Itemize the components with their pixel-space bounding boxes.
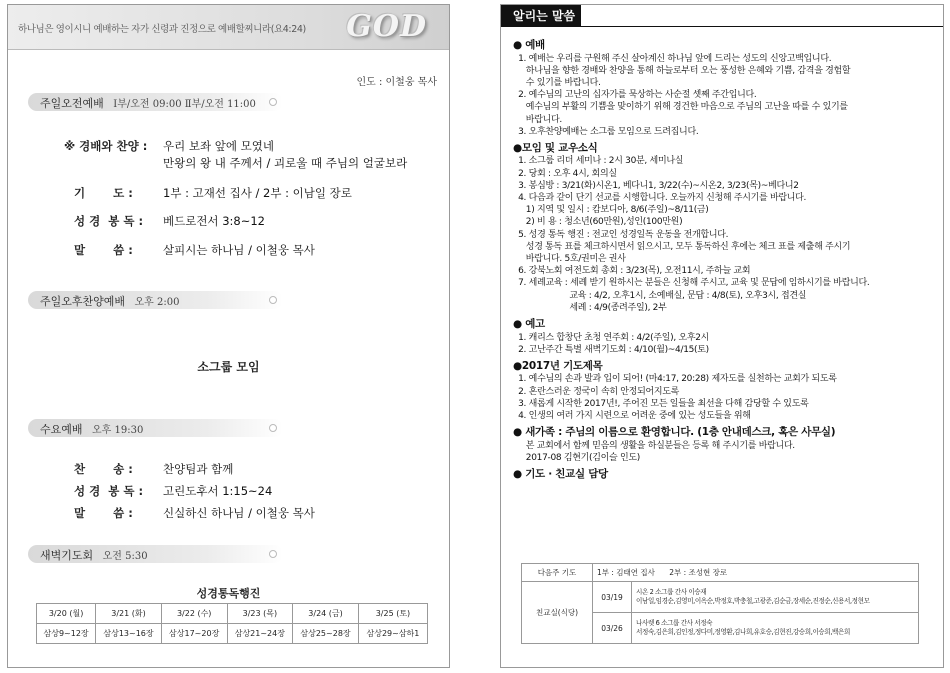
announcement-line: 3. 봉심방 : 3/21(화)시온1, 베다니1, 3/22(수)~시온2, 3/23(목)~베다니2 [513, 180, 799, 191]
reading-cell: 삼상21~24장 [227, 624, 293, 644]
group-members: 이남일,임경순,김영미,이옥순,박정호,박충철,고광준,김순금,장세순,진정순,신용서,정현모 [636, 597, 870, 605]
group-leader: 나사렛 6 소그룹 간사 서정숙 [636, 619, 713, 627]
bar-dot [269, 550, 277, 558]
announcement-line: 예수님의 부활의 기쁨을 맞이하기 위해 경건한 마음으로 주님의 고난을 따를 수 있기를 [513, 102, 848, 113]
announcement-line: 5. 성경 통독 행진 : 전교인 성경일독 운동을 전개합니다. [513, 229, 729, 240]
header-band [8, 5, 449, 49]
wed-reading-label: 성 경 봉 독 : [74, 484, 144, 498]
announcement-line: 4. 다음과 같이 단기 선교를 시행합니다. 오늘까지 신청해 주시기를 바랍니다. [513, 193, 807, 203]
next-prayer-label: 다음주 기도 [522, 564, 593, 582]
date-cell: 3/25 (토) [358, 604, 427, 624]
announcement-line: 2. 고난주간 특별 새벽기도회 : 4/10(월)~4/15(토) [513, 344, 709, 355]
group-members: 서정숙,김은희,김인정,정다미,정영환,김나희,유호승,김현진,강승희,이승희,백은희 [636, 628, 850, 636]
section-title-afternoon: 주일오후찬양예배 [40, 295, 126, 308]
section-time-afternoon: 오후 2:00 [134, 297, 180, 308]
worship-label: ※ 경배와 찬양 : [64, 139, 148, 153]
announcement-line: 6. 강북노회 여전도회 총회 : 3/23(목), 오전11시, 주하늘 교회 [513, 266, 751, 277]
sermon-label: 말 씀 : [74, 243, 133, 257]
announcement-line: 수 있기를 바랍니다. [513, 77, 601, 88]
wed-sermon-value: 신실하신 하나님 / 이철웅 목사 [163, 506, 315, 520]
reading-cell: 삼상9~12장 [37, 624, 96, 644]
announcement-line: ●모임 및 교우소식 [513, 141, 598, 154]
section-bar-dawn [28, 545, 283, 563]
announcement-line: 1. 캐리스 합창단 초청 연주회 : 4/2(주일), 오후2시 [513, 332, 710, 343]
announcements-page [500, 4, 944, 668]
hymn-value: 찬양팀과 함께 [163, 462, 234, 476]
worship-song-2: 만왕의 왕 내 주께서 / 괴로울 때 주님의 얼굴보라 [163, 156, 408, 170]
bar-dot [269, 98, 277, 106]
date-cell: 03/19 [593, 582, 632, 613]
bar-dot [269, 296, 277, 304]
announcement-line: 4. 인생의 여러 가지 시련으로 어려운 중에 있는 성도들을 위해 [513, 411, 751, 421]
announcement-line: 세례 : 4/9(종려주일), 2부 [513, 302, 667, 313]
sermon-value: 살피시는 하나님 / 이철웅 목사 [163, 243, 315, 257]
wed-sermon-label: 말 씀 : [74, 506, 133, 520]
header-verse: 하나님은 영이시니 예배하는 자가 신령과 진정으로 예배할찌니라(요4:24) [18, 24, 306, 35]
reading-value: 베드로전서 3:8~12 [163, 214, 265, 228]
announcement-line: 2. 당회 : 오후 4시, 회의실 [513, 168, 617, 179]
date-cell: 03/26 [593, 613, 632, 644]
announcement-line: 교육 : 4/2, 오후1시, 소예배실, 문답 : 4/8(토), 오후3시, 접견실 [513, 290, 807, 301]
announcement-line: 본 교회에서 함께 믿음의 생활을 하실분들은 등록 해 주시기를 바랍니다. [513, 440, 795, 451]
section-title-dawn: 새벽기도회 [40, 549, 94, 562]
next-prayer-value: 1부 : 김태연 집사 2부 : 조성현 장로 [593, 564, 919, 582]
section-bar-wednesday [28, 419, 283, 437]
bible-reading-title: 성경통독행진 [196, 587, 261, 600]
announcement-line: ● 예고 [513, 318, 545, 330]
wed-reading-value: 고린도후서 1:15~24 [163, 484, 273, 498]
announcement-line: 3. 오후찬양예배는 소그룹 모임으로 드려집니다. [513, 126, 699, 137]
bible-reading-table [36, 603, 428, 644]
header-rule [581, 26, 944, 27]
announcement-line: 2. 예수님의 고난의 십자가를 묵상하는 사순절 셋째 주간입니다. [513, 90, 757, 101]
table-row [522, 564, 919, 582]
afternoon-content: 소그룹 모임 [197, 360, 260, 374]
reading-cell: 삼상29~삼하1 [358, 624, 427, 644]
table-row [37, 604, 428, 624]
section-title-wednesday: 수요예배 [40, 423, 83, 436]
group-leader: 시온 2 소그룹 간사 이승재 [636, 588, 707, 596]
table-row [37, 624, 428, 644]
date-cell: 3/24 (금) [293, 604, 359, 624]
announcement-line: 하나님을 향한 경배와 찬양을 통해 하늘로부터 오는 풍성한 은혜와 기쁨, 감격을 경험할 [513, 65, 851, 76]
section-time-wednesday: 오후 19:30 [92, 425, 144, 436]
announcement-line: 바랍니다. [513, 114, 562, 125]
reading-label: 성 경 봉 독 : [74, 214, 144, 228]
bar-dot [269, 424, 277, 432]
announcement-line: 바랍니다. 5호/권미은 권사 [513, 254, 626, 264]
announcement-line: 2. 혼란스러운 정국이 속히 안정되어지도록 [513, 386, 680, 397]
section-bar-afternoon [28, 291, 283, 309]
section-title-morning: 주일오전예배 [40, 97, 104, 110]
worship-order-page [7, 4, 450, 668]
announcement-line: 2017-08 김현기(김이슬 인도) [513, 452, 641, 463]
date-cell: 3/21 (화) [96, 604, 162, 624]
announcement-line: 1) 지역 및 일시 : 캄보디아, 8/6(주일)~8/11(금) [513, 205, 709, 216]
section-time-morning: Ⅰ부/오전 09:00 Ⅱ부/오전 11:00 [113, 99, 256, 110]
god-logo: GOD [346, 9, 427, 44]
announcement-line: 성경 통독 표를 체크하시면서 읽으시고, 모두 통독하신 후에는 체크 표를 제출해 주시기 [513, 241, 851, 252]
announcement-line: 7. 세례교육 : 세례 받기 원하시는 분들은 신청해 주시고, 교육 및 문답에 임하시기를 바랍니다. [513, 278, 870, 289]
announcement-line: 1. 예배는 우리를 구원해 주신 살아계신 하나님 앞에 드리는 성도의 신앙고백입니다. [513, 53, 832, 64]
worship-song-1: 우리 보좌 앞에 모였네 [163, 139, 274, 153]
announcement-line: 2) 비 용 : 청소년(60만원),성인(100만원) [513, 217, 683, 228]
announcement-line: ● 예배 [513, 39, 545, 51]
reading-cell: 삼상25~28장 [293, 624, 359, 644]
announcement-line: 1. 예수님의 손과 발과 입이 되어! (마4:17, 20:28) 제자도를 실천하는 교회가 되도록 [513, 374, 837, 385]
table-row [522, 582, 919, 613]
leader-text: 인도 : 이철웅 목사 [356, 77, 437, 88]
prayer-value: 1부 : 고재선 집사 / 2부 : 이남일 장로 [163, 186, 352, 200]
announcement-line: 3. 새롭게 시작한 2017년!, 주어진 모든 일들을 최선을 다해 감당할 수 있도록 [513, 398, 809, 409]
announcement-line: ● 기도 · 친교실 담당 [513, 468, 608, 481]
hymn-label: 찬 송 : [74, 462, 133, 476]
section-bar-morning [28, 93, 283, 111]
divider [8, 49, 449, 50]
prayer-fellowship-table [521, 563, 919, 644]
date-cell: 3/20 (월) [37, 604, 96, 624]
announcement-line: ● 새가족 : 주님의 이름으로 환영합니다. (1층 안내데스크, 혹은 사무실) [513, 426, 836, 439]
announcement-line: 1. 소그룹 리더 세미나 : 2시 30분, 세미나실 [513, 156, 684, 167]
section-time-dawn: 오전 5:30 [102, 551, 148, 562]
date-cell: 3/22 (수) [161, 604, 227, 624]
announcement-line: ●2017년 기도제목 [513, 359, 603, 372]
announcements-header: 알리는 말씀 [501, 5, 581, 27]
prayer-label: 기 도 : [74, 186, 133, 200]
fellowship-label: 친교실(식당) [522, 582, 593, 644]
reading-cell: 삼상13~16장 [96, 624, 162, 644]
date-cell: 3/23 (목) [227, 604, 293, 624]
reading-cell: 삼상17~20장 [161, 624, 227, 644]
